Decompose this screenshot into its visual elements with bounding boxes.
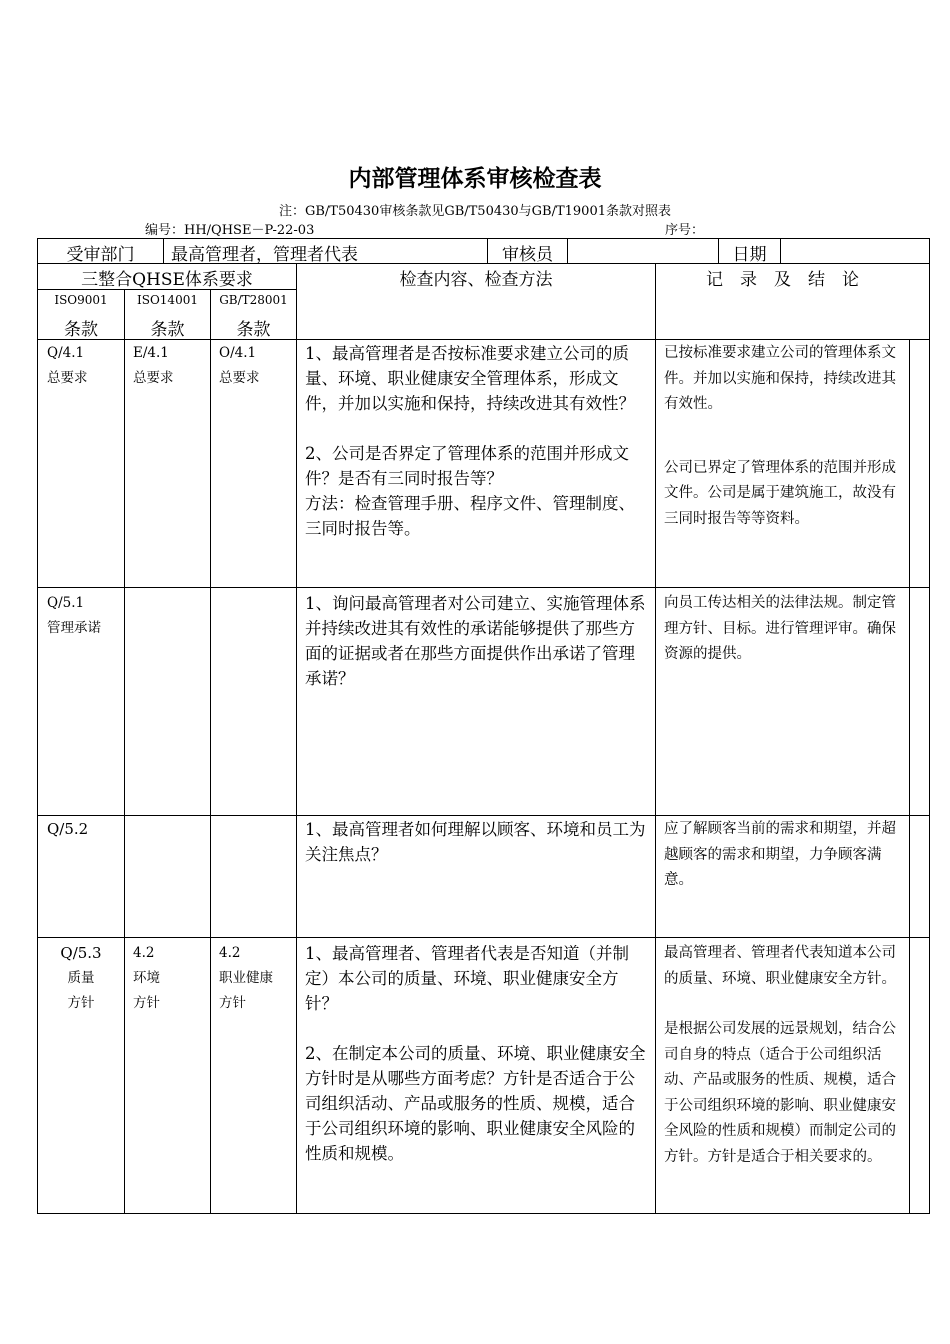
std-iso14001: ISO14001 xyxy=(137,293,198,307)
clause-label: 条款 xyxy=(64,320,98,340)
row4-iso9001: Q/5.3 质量 方针 xyxy=(60,944,102,1011)
check-content-header: 检查内容、检查方法 xyxy=(399,270,553,290)
record-header: 记 录 及 结 论 xyxy=(706,270,859,290)
document-note: 注：GB/T50430审核条款见GB/T50430与GB/T19001条款对照表 xyxy=(278,204,672,219)
sequence-label: 序号： xyxy=(665,223,705,238)
dept-label: 受审部门 xyxy=(66,245,135,265)
system-requirements-header: 三整合QHSE体系要求 xyxy=(81,270,253,290)
row3-record: 应了解顾客当前的需求和期望，并超越顾客的需求和期望，力争顾客满意。 xyxy=(664,821,896,888)
row1-iso14001: E/4.1 总要求 xyxy=(133,345,174,386)
row2-iso9001: Q/5.1 管理承诺 xyxy=(47,595,101,636)
date-label: 日期 xyxy=(732,245,767,265)
std-gbt28001: GB/T28001 xyxy=(219,293,288,307)
row2-content: 1、询问最高管理者对公司建立、实施管理体系并持续改进其有效性的承诺能够提供了那些方面的证据或者在那些方面提供作出承诺了管理承诺？ xyxy=(305,594,646,688)
dept-value: 最高管理者，管理者代表 xyxy=(171,245,358,265)
row3-content: 1、最高管理者如何理解以顾客、环境和员工为关注焦点？ xyxy=(305,820,646,864)
row1-record: 已按标准要求建立公司的管理体系文件。并加以实施和保持，持续改进其有效性。 公司已界定了管理体系的范围并形成文件。公司是属于建筑施工，故没有三同时报告等等资料。 xyxy=(664,345,896,527)
row1-gbt28001: O/4.1 总要求 xyxy=(219,345,260,386)
row4-content: 1、最高管理者、管理者代表是否知道（并制定）本公司的质量、环境、职业健康安全方针？ 2、在制定本公司的质量、环境、职业健康安全方针时是从哪些方面考虑？方针是否适合于公司组织活动、产品或服务的性质、规模，适合于公司组织环境的影响、职业健康安全风险的性质和规模。 xyxy=(305,944,646,1163)
clause-label: 条款 xyxy=(150,320,185,340)
document-title: 内部管理体系审核检查表 xyxy=(348,166,602,192)
row4-gbt28001: 4.2 职业健康 方针 xyxy=(219,945,273,1011)
row4-record: 最高管理者、管理者代表知道本公司的质量、环境、职业健康安全方针。 是根据公司发展的远景规划，结合公司自身的特点（适合于公司组织活动、产品或服务的性质、规模，适合于公司组织环境的影响、职业健康安全风险的性质和规模）而制定公司的方针。方针是适合于相关要求的。 xyxy=(664,945,896,1165)
row4-iso14001: 4.2 环境 方针 xyxy=(133,945,160,1011)
document-code: 编号：HH/QHSE－P-22-03 xyxy=(145,223,315,238)
row2-record: 向员工传达相关的法律法规。制定管理方针、目标。进行管理评审。确保资源的提供。 xyxy=(664,595,896,662)
std-iso9001: ISO9001 xyxy=(54,293,108,307)
auditor-label: 审核员 xyxy=(502,245,553,265)
row1-content: 1、最高管理者是否按标准要求建立公司的质量、环境、职业健康安全管理体系，形成文件，并加以实施和保持，持续改进其有效性？ 2、公司是否界定了管理体系的范围并形成文件？是否有三同时报告等？ 方法：检查管理手册、程序文件、管理制度、三同时报告等。 xyxy=(305,344,635,538)
row1-iso9001: Q/4.1 总要求 xyxy=(47,345,88,386)
row3-iso9001: Q/5.2 xyxy=(47,820,89,838)
clause-label: 条款 xyxy=(236,320,271,340)
